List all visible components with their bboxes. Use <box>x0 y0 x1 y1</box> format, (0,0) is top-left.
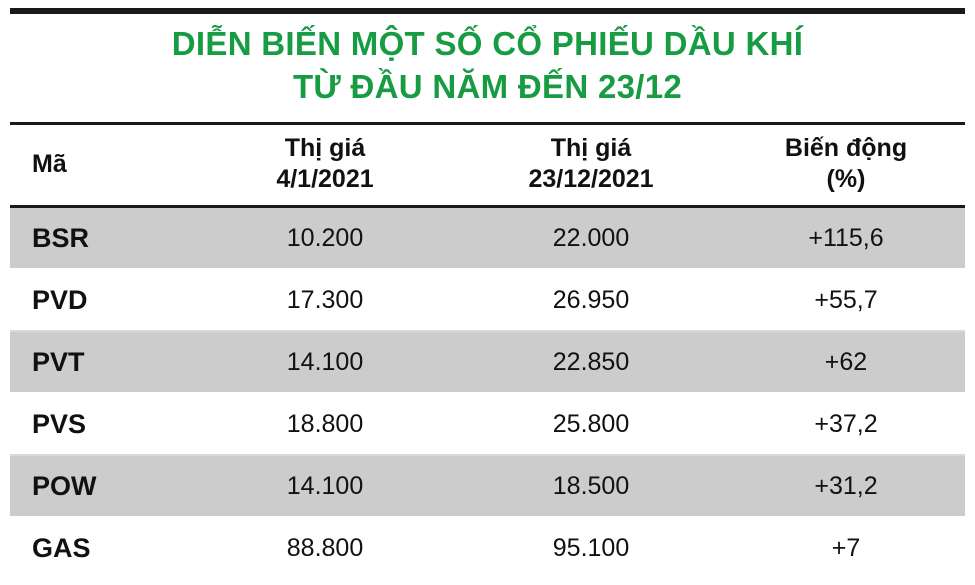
table-row <box>10 331 965 393</box>
title-line-2: TỪ ĐẦU NĂM ĐẾN 23/12 <box>292 68 683 105</box>
cell-price-end: 18.500 <box>455 455 727 517</box>
cell-price-start: 88.800 <box>195 517 455 578</box>
table-header <box>10 124 965 207</box>
cell-price-end: 95.100 <box>455 517 727 578</box>
table-row <box>10 207 965 270</box>
cell-price-start: 18.800 <box>195 393 455 455</box>
column-header-code-line1: Mã <box>32 149 67 178</box>
table-row <box>10 393 965 455</box>
cell-change: +31,2 <box>727 455 965 517</box>
cell-price-end: 25.800 <box>455 393 727 455</box>
column-header-price-start <box>195 124 455 207</box>
cell-change: +62 <box>727 331 965 393</box>
cell-price-end: 26.950 <box>455 269 727 331</box>
cell-code: PVT <box>10 331 195 393</box>
table-row <box>10 517 965 578</box>
cell-change: +115,6 <box>727 207 965 270</box>
cell-price-start: 10.200 <box>195 207 455 270</box>
stock-performance-table <box>10 122 965 578</box>
column-header-change-line1: Biến động <box>784 134 908 162</box>
cell-price-end: 22.850 <box>455 331 727 393</box>
cell-code: PVD <box>10 269 195 331</box>
column-header-change-line2: (%) <box>826 165 866 193</box>
column-header-price-start-line2: 4/1/2021 <box>276 165 374 193</box>
table-header-row <box>10 124 965 207</box>
cell-change: +37,2 <box>727 393 965 455</box>
top-divider <box>10 8 965 14</box>
column-header-price-end <box>455 124 727 207</box>
cell-change: +7 <box>727 517 965 578</box>
cell-code: POW <box>10 455 195 517</box>
column-header-code <box>10 124 195 207</box>
cell-price-start: 14.100 <box>195 331 455 393</box>
table-row <box>10 269 965 331</box>
column-header-price-end-line1: Thị giá <box>550 134 632 162</box>
cell-code: PVS <box>10 393 195 455</box>
cell-code: BSR <box>10 207 195 270</box>
cell-price-end: 22.000 <box>455 207 727 270</box>
column-header-price-end-line2: 23/12/2021 <box>528 165 654 193</box>
cell-change: +55,7 <box>727 269 965 331</box>
table-row <box>10 455 965 517</box>
page-title <box>10 22 965 108</box>
column-header-price-start-line1: Thị giá <box>284 134 366 162</box>
title-line-1: DIỄN BIẾN MỘT SỐ CỔ PHIẾU DẦU KHÍ <box>171 25 804 62</box>
table-body <box>10 207 965 579</box>
cell-price-start: 17.300 <box>195 269 455 331</box>
column-header-change <box>727 124 965 207</box>
cell-price-start: 14.100 <box>195 455 455 517</box>
cell-code: GAS <box>10 517 195 578</box>
